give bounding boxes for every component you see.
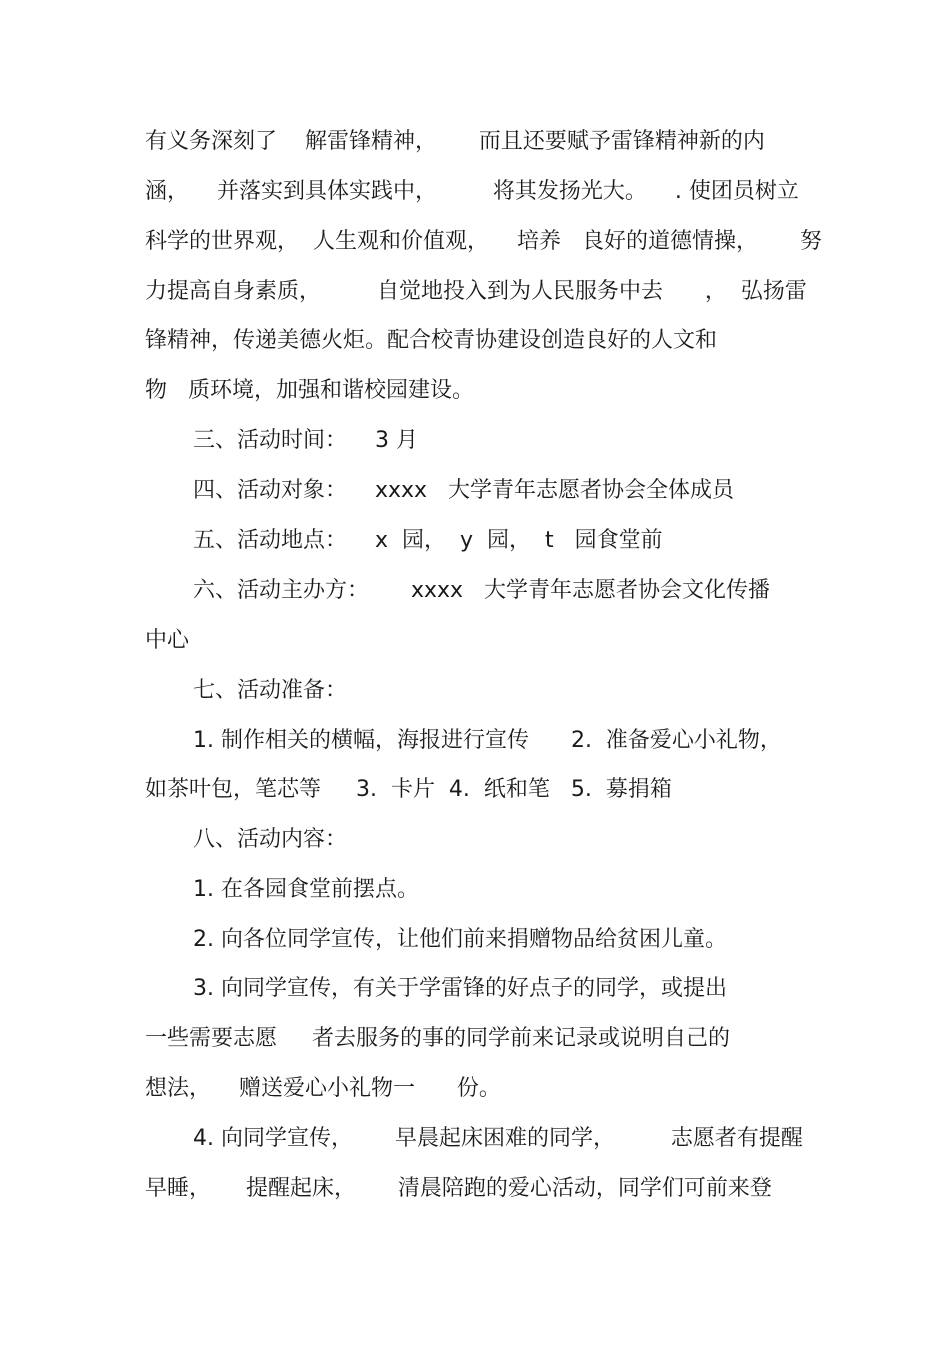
list-item: 1. 在各园食堂前摆点。 [193, 877, 419, 902]
text-line: 有义务深刻了 解雷锋精神， 而且还要赋予雷锋精神新的内 [145, 129, 765, 154]
section-heading-content: 八、活动内容： [193, 827, 348, 852]
section-heading-preparation: 七、活动准备： [193, 678, 348, 703]
text-line: 物 质环境，加强和谐校园建设。 [145, 378, 474, 403]
text-line: 涵， 并落实到具体实践中， 将其发扬光大。 . 使团员树立 [145, 179, 799, 204]
text-line: 想法， 赠送爱心小礼物一 份。 [145, 1076, 501, 1101]
list-item: 4. 向同学宣传， 早晨起床困难的同学， 志愿者有提醒 [193, 1126, 803, 1151]
text-line: 如茶叶包，笔芯等 3. 卡片 4. 纸和笔 5. 募捐箱 [145, 777, 672, 802]
text-line: 一些需要志愿 者去服务的事的同学前来记录或说明自己的 [145, 1026, 730, 1051]
section-heading-organizer: 六、活动主办方： xxxx 大学青年志愿者协会文化传播 [193, 578, 771, 603]
text-line: 力提高自身素质， 自觉地投入到为人民服务中去 ， 弘扬雷 [145, 279, 807, 304]
list-item: 3. 向同学宣传，有关于学雷锋的好点子的同学，或提出 [193, 976, 727, 1001]
text-line: 科学的世界观， 人生观和价值观， 培养 良好的道德情操， 努 [145, 229, 822, 254]
section-heading-location: 五、活动地点： x 园， y 园， t 园食堂前 [193, 528, 663, 553]
text-line: 中心 [145, 628, 190, 653]
list-item: 1. 制作相关的横幅，海报进行宣传 2. 准备爱心小礼物， [193, 728, 782, 753]
text-line: 早睡， 提醒起床， 清晨陪跑的爱心活动，同学们可前来登 [145, 1176, 772, 1201]
section-heading-time: 三、活动时间： 3 月 [193, 428, 418, 453]
text-line: 锋精神，传递美德火炬。配合校青协建设创造良好的人文和 [145, 328, 718, 353]
section-heading-target: 四、活动对象： xxxx 大学青年志愿者协会全体成员 [193, 478, 735, 503]
list-item: 2. 向各位同学宣传，让他们前来捐赠物品给贫困儿童。 [193, 927, 727, 952]
